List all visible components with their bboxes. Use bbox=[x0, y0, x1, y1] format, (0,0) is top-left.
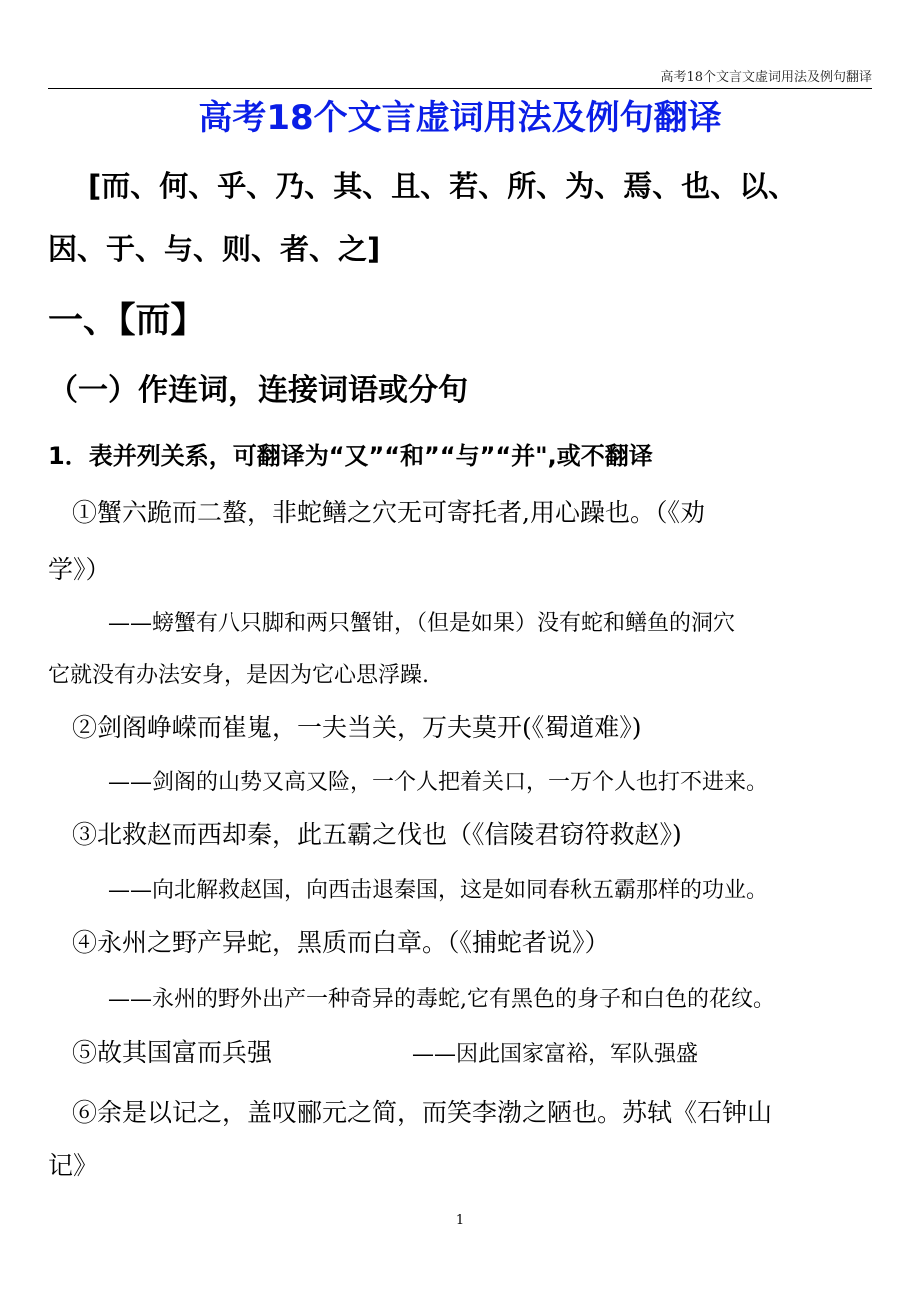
section-subheading: （一）作连词，连接词语或分句 bbox=[48, 373, 468, 408]
example-2: ②剑阁峥嵘而崔嵬，一夫当关，万夫莫开(《蜀道难》) bbox=[72, 713, 642, 742]
example-4: ④永州之野产异蛇，黑质而白章。（《捕蛇者说》） bbox=[72, 928, 610, 957]
word-list-line-2: 因、于、与、则、者、之] bbox=[48, 232, 381, 266]
page-title: 高考18个文言虚词用法及例句翻译 bbox=[198, 98, 722, 138]
translation-5: ——因此国家富裕，军队强盛 bbox=[412, 1042, 699, 1067]
usage-point: 1．表并列关系，可翻译为“又”“和”“与”“并",或不翻译 bbox=[48, 442, 653, 470]
word-list-line-1: [而、何、乎、乃、其、且、若、所、为、焉、也、以、 bbox=[88, 169, 798, 203]
example-1-line-1: ①蟹六跪而二螯，非蛇鳝之穴无可寄托者,用心躁也。（《劝 bbox=[72, 498, 705, 527]
example-1-line-2: 学》） bbox=[48, 555, 111, 584]
translation-2: ——剑阁的山势又高又险，一个人把着关口，一万个人也打不进来。 bbox=[108, 770, 769, 795]
translation-1-line-1: ——螃蟹有八只脚和两只蟹钳，（但是如果）没有蛇和鳝鱼的洞穴 bbox=[108, 611, 736, 636]
example-5: ⑤故其国富而兵强 bbox=[72, 1038, 273, 1067]
translation-4: ——永州的野外出产一种奇异的毒蛇,它有黑色的身子和白色的花纹。 bbox=[108, 987, 775, 1012]
header-rule bbox=[48, 88, 872, 89]
example-6-line-1: ⑥余是以记之，盖叹郦元之简，而笑李渤之陋也。苏轼《石钟山 bbox=[72, 1098, 773, 1127]
translation-3: ——向北解救赵国，向西击退秦国，这是如同春秋五霸那样的功业。 bbox=[108, 878, 769, 903]
example-6-line-2: 记》 bbox=[48, 1151, 99, 1180]
page-number: 1 bbox=[455, 1213, 465, 1228]
running-header: 高考18个文言文虚词用法及例句翻译 bbox=[660, 70, 872, 85]
section-heading: 一、【而】 bbox=[48, 301, 206, 341]
translation-1-line-2: 它就没有办法安身，是因为它心思浮躁. bbox=[48, 663, 429, 688]
example-3: ③北救赵而西却秦，此五霸之伐也（《信陵君窃符救赵》) bbox=[72, 820, 682, 849]
